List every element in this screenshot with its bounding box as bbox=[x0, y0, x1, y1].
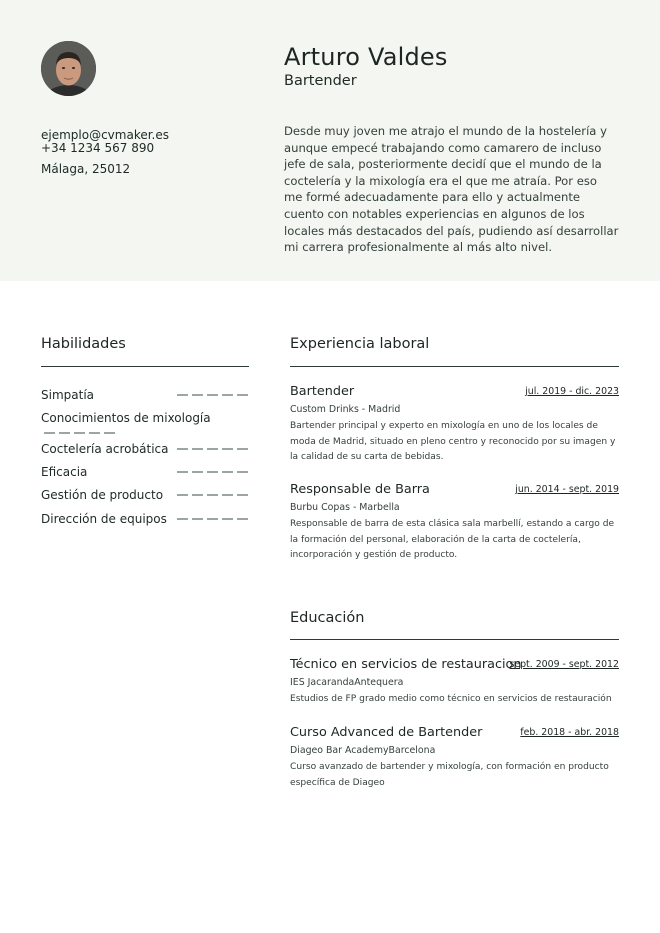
skill-level-dashes bbox=[44, 432, 115, 434]
profile-summary: Desde muy joven me atrajo el mundo de la hostelería y aunque empecé trabajando como camarero de incluso jefe de sala, posteriormente decidí que el mundo de la coctelería y la mixología era el que me atraía. Por eso me formé adecuadamente para ello y actualmente cuento con notables experiencias en algunos de los locales más destacados del país, pudiendo así desarrollar mi carrera profesionalmente al más alto nivel. bbox=[284, 124, 619, 255]
skills-heading: Habilidades bbox=[41, 336, 126, 352]
candidate-title: Bartender bbox=[284, 73, 357, 89]
skill-level-dashes bbox=[177, 494, 248, 496]
job-company: Custom Drinks - Madrid bbox=[290, 404, 401, 415]
skill-level-dashes bbox=[177, 448, 248, 450]
candidate-name: Arturo Valdes bbox=[284, 43, 448, 71]
skill-level-dashes bbox=[177, 394, 248, 396]
location-text: Málaga, 25012 bbox=[41, 162, 131, 176]
experience-divider bbox=[290, 366, 619, 367]
skill-label: Conocimientos de mixología bbox=[41, 411, 211, 425]
job-description: Responsable de barra de esta clásica sala marbellí, estando a cargo de la formación del personal, elaboración de la carta de coctelería, incorporación y gestión de producto. bbox=[290, 519, 615, 560]
education-dates: sept. 2009 - sept. 2012 bbox=[509, 659, 619, 670]
education-school: Diageo Bar AcademyBarcelona bbox=[290, 745, 436, 756]
education-title: Técnico en servicios de restauracion bbox=[290, 657, 522, 672]
experience-heading: Experiencia laboral bbox=[290, 336, 430, 352]
skill-label: Gestión de producto bbox=[41, 488, 164, 502]
skill-label: Dirección de equipos bbox=[41, 512, 167, 526]
education-heading: Educación bbox=[290, 610, 365, 626]
skill-label: Simpatía bbox=[41, 388, 95, 402]
profile-photo bbox=[41, 41, 96, 96]
skill-label: Coctelería acrobática bbox=[41, 442, 169, 456]
education-divider bbox=[290, 639, 619, 640]
skill-level-dashes bbox=[177, 518, 248, 520]
skills-divider bbox=[41, 366, 249, 367]
phone-text: +34 1234 567 890 bbox=[41, 141, 155, 155]
skill-level-dashes bbox=[177, 471, 248, 473]
job-dates: jul. 2019 - dic. 2023 bbox=[525, 386, 619, 397]
education-description: Curso avanzado de bartender y mixología, con formación en producto específica de Diageo bbox=[290, 762, 609, 788]
job-company: Burbu Copas - Marbella bbox=[290, 502, 400, 513]
education-description: Estudios de FP grado medio como técnico en servicios de restauración bbox=[290, 694, 612, 704]
education-title: Curso Advanced de Bartender bbox=[290, 725, 483, 740]
education-dates: feb. 2018 - abr. 2018 bbox=[520, 727, 619, 738]
job-title: Bartender bbox=[290, 384, 355, 399]
skill-label: Eficacia bbox=[41, 465, 88, 479]
job-description: Bartender principal y experto en mixología en uno de los locales de moda de Madrid, situado en pleno centro y reconocido por su imagen y la calidad de su carta de bebidas. bbox=[290, 421, 616, 462]
education-school: IES JacarandaAntequera bbox=[290, 677, 404, 688]
job-title: Responsable de Barra bbox=[290, 482, 430, 497]
email-text: ejemplo@cvmaker.es bbox=[41, 128, 170, 142]
job-dates: jun. 2014 - sept. 2019 bbox=[515, 484, 619, 495]
